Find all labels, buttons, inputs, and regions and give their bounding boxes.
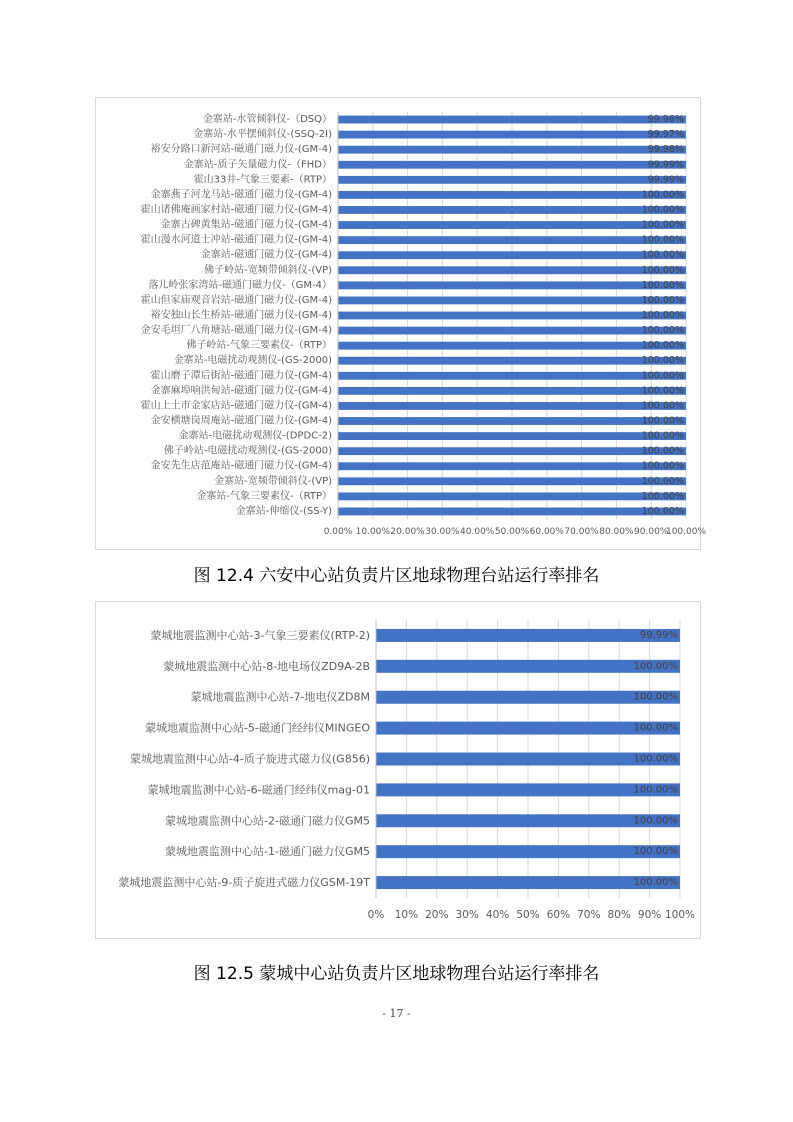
x-tick-label: 10% <box>394 909 419 921</box>
data-label: 100.00% <box>641 310 684 321</box>
data-label: 100.00% <box>641 249 684 261</box>
data-label: 100.00% <box>641 490 684 502</box>
bar <box>338 206 686 214</box>
category-label: 蒙城地震监测中心站-7-地电仪ZD8M <box>190 690 370 704</box>
data-label: 100.00% <box>633 846 678 858</box>
bar <box>338 505 686 517</box>
category-label: 佛子岭站-宽频带倾斜仪-(VP) <box>204 264 332 276</box>
category-label: 金寨站-电磁扰动观测仪-(DPDC-2) <box>178 430 332 442</box>
category-label: 落儿岭张家湾站-磁通门磁力仪-（GM-4） <box>148 279 332 291</box>
data-label: 100.00% <box>641 385 684 397</box>
data-label: 99.99% <box>647 174 684 186</box>
x-tick-label: 0% <box>367 909 385 921</box>
bar <box>338 146 686 154</box>
chart-1-frame <box>95 97 707 550</box>
category-label: 金寨古碑黄集站-磁通门磁力仪-(GM-4) <box>160 219 332 231</box>
data-label: 99.99% <box>647 159 684 171</box>
figure-1-caption: 图 12.4 六安中心站负责片区地球物理台站运行率排名 <box>193 566 600 586</box>
bar <box>338 161 686 169</box>
category-label: 霍山漫水河道士冲站-磁通门磁力仪-(GM-4) <box>140 234 332 246</box>
category-label: 佛子岭站-电磁扰动观测仪-(GS-2000) <box>163 445 332 457</box>
x-tick-label: 50% <box>516 909 540 921</box>
category-label: 霍山但家庙观音岩站-磁通门磁力仪-(GM-4) <box>140 294 332 306</box>
bar <box>338 342 686 350</box>
bar <box>338 191 686 199</box>
category-label: 蒙城地震监测中心站-3-气象三要素仪(RTP-2) <box>150 628 370 642</box>
bar <box>376 629 680 642</box>
data-label: 100.00% <box>641 475 684 487</box>
category-label: 金寨站-气象三要素仪-（RTP） <box>196 490 332 502</box>
bar <box>338 372 686 380</box>
data-label: 100.00% <box>641 460 684 472</box>
x-tick-label: 60% <box>546 909 571 921</box>
category-label: 霍山上土市金家店站-磁通门磁力仪-(GM-4) <box>140 400 332 412</box>
data-label: 100.00% <box>641 445 684 457</box>
x-tick-label: 90.00% <box>634 527 669 537</box>
data-label: 100.00% <box>633 691 678 703</box>
data-label: 100.00% <box>641 204 684 216</box>
data-label: 100.00% <box>641 340 684 352</box>
page-number: - 17 - <box>382 1007 411 1020</box>
data-label: 100.00% <box>641 279 684 291</box>
x-tick-label: 100.00% <box>665 527 707 537</box>
data-label: 100.00% <box>633 722 678 734</box>
x-tick-label: 70% <box>577 909 601 921</box>
data-label: 99.97% <box>647 129 684 141</box>
data-label: 100.00% <box>641 415 684 427</box>
x-tick-label: 0.00% <box>323 527 353 537</box>
x-tick-label: 90% <box>637 909 662 921</box>
x-tick-label: 10.00% <box>355 527 390 537</box>
data-label: 100.00% <box>641 325 684 337</box>
bar <box>338 357 686 365</box>
bar <box>338 221 686 229</box>
data-label: 100.00% <box>633 753 678 765</box>
category-label: 金寨站-质子矢量磁力仪-（FHD） <box>183 159 332 171</box>
bar <box>338 312 686 320</box>
bar <box>338 176 686 184</box>
category-label: 霍山诸佛庵画家村站-磁通门磁力仪-(GM-4) <box>140 204 332 216</box>
bar <box>338 251 686 259</box>
category-label: 霍山磨子潭后街站-磁通门磁力仪-(GM-4) <box>150 370 332 382</box>
data-label: 99.99% <box>639 629 678 641</box>
chart-1-svg <box>96 98 707 549</box>
data-label: 100.00% <box>641 294 684 306</box>
category-label: 蒙城地震监测中心站-8-地电场仪ZD9A-2B <box>163 659 370 673</box>
bar <box>338 447 686 455</box>
category-label: 佛子岭站-气象三要素仪-（RTP） <box>186 340 332 352</box>
x-tick-label: 30.00% <box>425 527 460 537</box>
x-tick-label: 20% <box>425 909 449 921</box>
bar <box>338 281 686 289</box>
bar <box>338 294 686 306</box>
data-label: 99.96% <box>647 114 684 126</box>
figure-2-caption: 图 12.5 蒙城中心站负责片区地球物理台站运行率排名 <box>193 964 600 984</box>
category-label: 金寨站-伸缩仪-(SS-Y) <box>235 505 332 517</box>
data-label: 100.00% <box>641 505 684 517</box>
data-label: 100.00% <box>641 189 684 201</box>
bar <box>338 402 686 410</box>
bar <box>338 492 686 500</box>
category-label: 裕安独山长生桥站-磁通门磁力仪-(GM-4) <box>150 310 332 321</box>
x-tick-label: 80.00% <box>599 527 634 537</box>
x-tick-label: 80% <box>607 909 631 921</box>
bar <box>338 116 686 124</box>
bar <box>338 236 686 244</box>
x-tick-label: 70.00% <box>564 527 599 537</box>
data-label: 100.00% <box>641 370 684 382</box>
data-label: 100.00% <box>633 877 678 889</box>
chart-2-svg <box>96 602 700 938</box>
bar <box>338 131 686 139</box>
data-label: 100.00% <box>641 219 684 231</box>
data-label: 100.00% <box>641 234 684 246</box>
chart-2-frame <box>95 601 701 939</box>
data-label: 99.98% <box>647 144 684 156</box>
category-label: 蒙城地震监测中心站-4-质子旋进式磁力仪(G856) <box>129 752 370 766</box>
data-label: 100.00% <box>633 660 678 672</box>
data-label: 100.00% <box>633 815 678 827</box>
x-tick-label: 30% <box>455 909 479 921</box>
category-label: 蒙城地震监测中心站-2-磁通门磁力仪GM5 <box>165 814 370 828</box>
category-label: 金寨站-水管倾斜仪-（DSQ） <box>202 114 332 126</box>
data-label: 100.00% <box>641 430 684 442</box>
x-tick-label: 20.00% <box>390 527 425 537</box>
category-label: 金寨麻埠响洪甸站-磁通门磁力仪-(GM-4) <box>150 385 332 397</box>
data-label: 100.00% <box>641 264 684 276</box>
bar <box>338 477 686 485</box>
category-label: 金安毛坦厂八角塘站-磁通门磁力仪-(GM-4) <box>140 325 332 337</box>
bar <box>338 266 686 274</box>
x-tick-label: 60.00% <box>529 527 564 537</box>
data-label: 100.00% <box>641 355 684 367</box>
bar <box>338 417 686 425</box>
bar <box>338 462 686 470</box>
x-tick-label: 100% <box>664 909 696 921</box>
category-label: 金寨站-宽频带倾斜仪-(VP) <box>214 475 332 487</box>
category-label: 金寨燕子河龙马站-磁通门磁力仪-(GM-4) <box>150 189 332 201</box>
x-tick-label: 40.00% <box>460 527 495 537</box>
data-label: 100.00% <box>633 784 678 796</box>
category-label: 金安先生店范庵站-磁通门磁力仪-(GM-4) <box>150 460 332 472</box>
category-label: 蒙城地震监测中心站-1-磁通门磁力仪GM5 <box>165 845 370 859</box>
category-label: 金寨站-电磁扰动观测仪-(GS-2000) <box>173 355 332 367</box>
bar <box>338 327 686 335</box>
category-label: 金寨站-水平摆倾斜仪-(SSQ-2I) <box>193 129 332 141</box>
category-label: 霍山33井-气象三要素-（RTP） <box>193 174 332 186</box>
x-tick-label: 40% <box>485 909 510 921</box>
category-label: 蒙城地震监测中心站-6-磁通门经纬仪mag-01 <box>147 783 370 797</box>
bar <box>338 387 686 395</box>
category-label: 金寨站-磁通门磁力仪-(GM-4) <box>200 249 332 261</box>
category-label: 裕安分路口新河站-磁通门磁力仪-(GM-4) <box>150 144 332 156</box>
bar <box>338 432 686 440</box>
x-tick-label: 50.00% <box>494 527 530 537</box>
data-label: 100.00% <box>641 400 684 412</box>
category-label: 蒙城地震监测中心站-9-质子旋进式磁力仪GSM-19T <box>118 876 370 890</box>
category-label: 蒙城地震监测中心站-5-磁通门经纬仪MINGEO <box>144 721 370 735</box>
category-label: 金安横塘岗周庵站-磁通门磁力仪-(GM-4) <box>150 415 332 427</box>
